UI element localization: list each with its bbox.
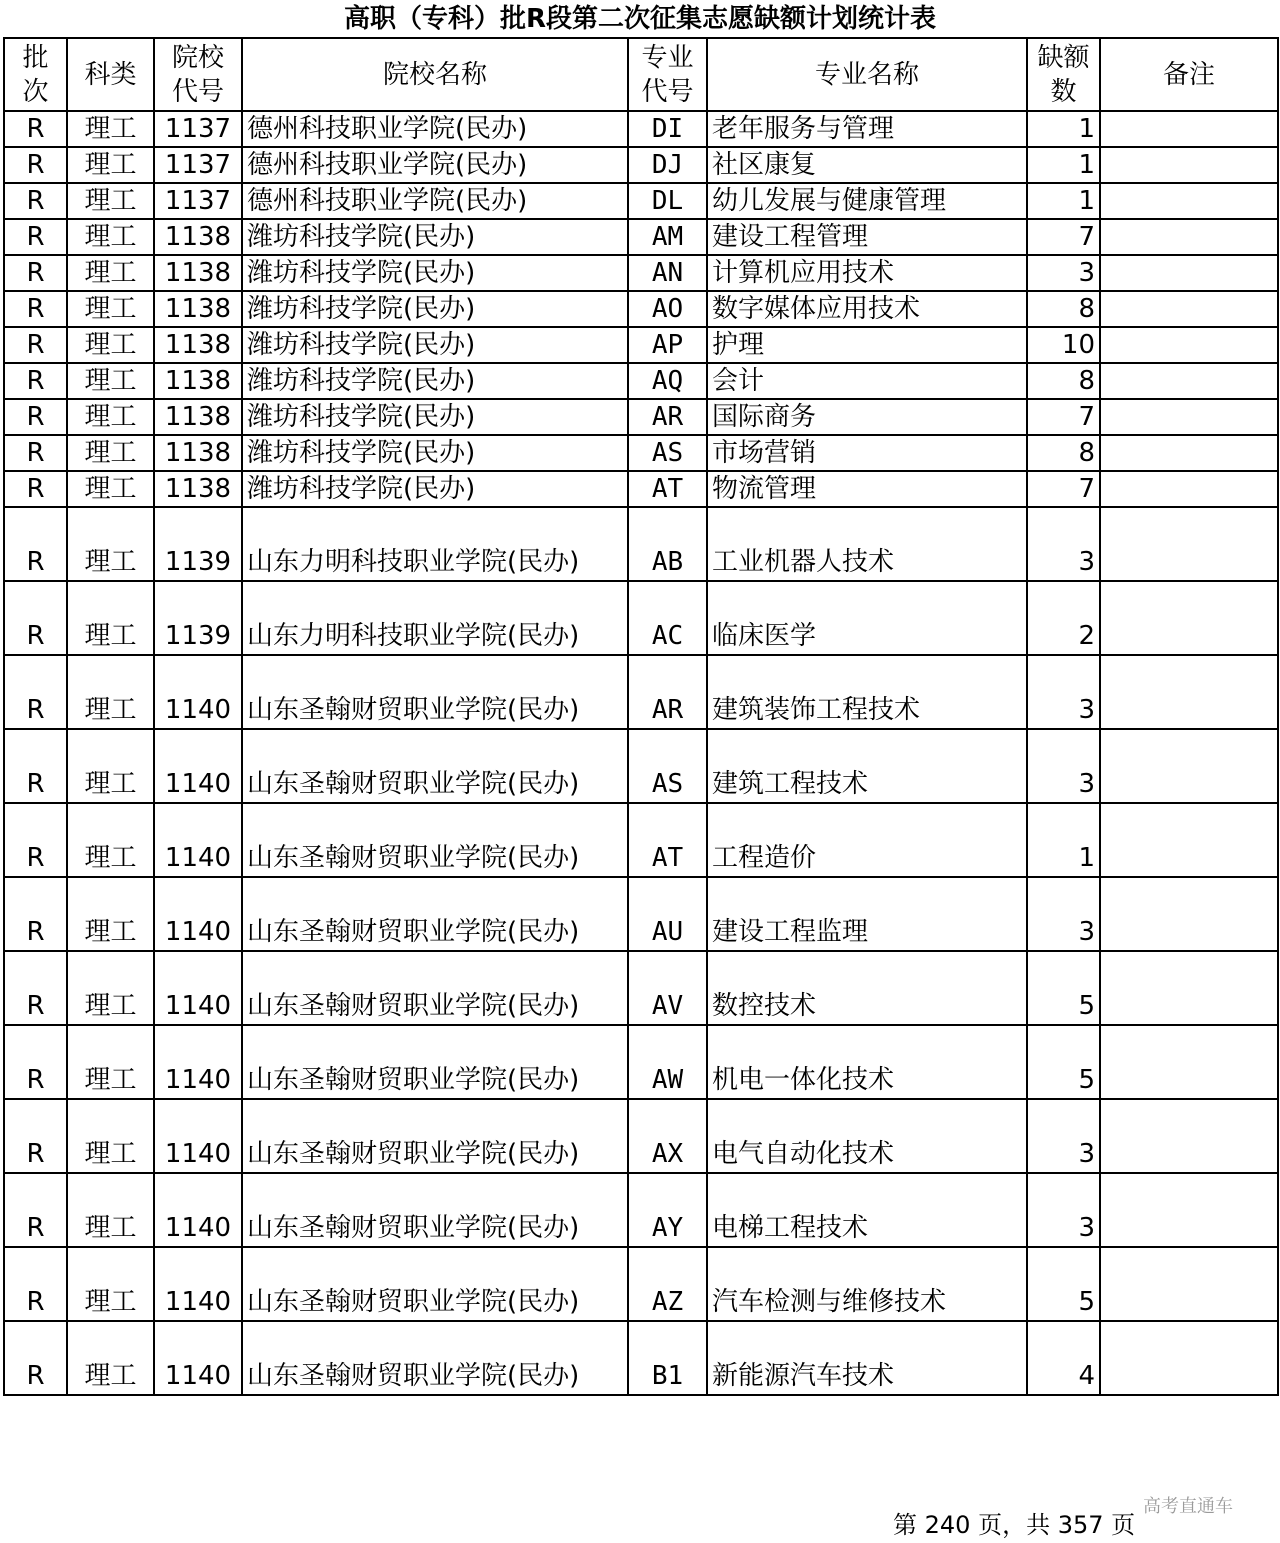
cell-batch: R [4,1025,67,1099]
cell-major-code: AC [628,581,707,655]
cell-type: 理工 [67,803,154,877]
cell-major-name: 电梯工程技术 [707,1173,1027,1247]
cell-school-code: 1138 [154,363,242,399]
cell-school-name: 德州科技职业学院(民办) [242,183,628,219]
cell-major-code: AY [628,1173,707,1247]
cell-batch: R [4,655,67,729]
table-row [4,147,1278,183]
cell-major-code: AP [628,327,707,363]
cell-school-name: 德州科技职业学院(民办) [242,111,628,147]
table-row [4,1099,1278,1173]
cell-major-code: AR [628,399,707,435]
cell-note [1100,111,1278,147]
cell-type: 理工 [67,507,154,581]
cell-school-name: 潍坊科技学院(民办) [242,471,628,507]
page-title: 高职（专科）批R段第二次征集志愿缺额计划统计表 [343,4,937,34]
cell-gap: 3 [1027,877,1100,951]
watermark: 高考直通车 [1143,1496,1233,1517]
cell-gap: 7 [1027,399,1100,435]
cell-major-code: AS [628,729,707,803]
table-row [4,183,1278,219]
header-gap: 缺额数 [1027,38,1100,111]
cell-note [1100,1321,1278,1395]
cell-gap: 3 [1027,255,1100,291]
table-row [4,399,1278,435]
cell-batch: R [4,471,67,507]
header-row [4,38,1278,111]
cell-school-name: 山东圣翰财贸职业学院(民办) [242,1025,628,1099]
cell-gap: 1 [1027,111,1100,147]
cell-batch: R [4,1321,67,1395]
cell-major-code: DI [628,111,707,147]
cell-gap: 1 [1027,147,1100,183]
cell-type: 理工 [67,1173,154,1247]
cell-note [1100,471,1278,507]
cell-school-code: 1140 [154,655,242,729]
cell-batch: R [4,327,67,363]
cell-type: 理工 [67,1099,154,1173]
header-note: 备注 [1100,38,1278,111]
cell-type: 理工 [67,255,154,291]
cell-type: 理工 [67,183,154,219]
cell-note [1100,1173,1278,1247]
cell-batch: R [4,877,67,951]
cell-major-code: AT [628,471,707,507]
table-row [4,111,1278,147]
cell-note [1100,803,1278,877]
cell-note [1100,729,1278,803]
table-row [4,291,1278,327]
table-row [4,327,1278,363]
cell-type: 理工 [67,581,154,655]
cell-school-code: 1137 [154,183,242,219]
cell-major-name: 计算机应用技术 [707,255,1027,291]
cell-school-code: 1140 [154,1247,242,1321]
cell-school-name: 山东圣翰财贸职业学院(民办) [242,877,628,951]
cell-major-name: 工业机器人技术 [707,507,1027,581]
cell-major-name: 会计 [707,363,1027,399]
cell-note [1100,877,1278,951]
cell-school-code: 1138 [154,435,242,471]
cell-major-name: 社区康复 [707,147,1027,183]
cell-batch: R [4,183,67,219]
cell-school-code: 1140 [154,729,242,803]
cell-note [1100,951,1278,1025]
table-row [4,363,1278,399]
cell-batch: R [4,729,67,803]
cell-major-name: 建筑工程技术 [707,729,1027,803]
table-row [4,1321,1278,1395]
cell-batch: R [4,581,67,655]
cell-major-name: 建筑装饰工程技术 [707,655,1027,729]
cell-major-name: 护理 [707,327,1027,363]
cell-gap: 3 [1027,1173,1100,1247]
cell-school-name: 潍坊科技学院(民办) [242,219,628,255]
cell-batch: R [4,399,67,435]
header-major-name: 专业名称 [707,38,1027,111]
cell-school-code: 1139 [154,581,242,655]
header-school-code: 院校代号 [154,38,242,111]
page-number: 第 240 页，共 357 页 [893,1511,1136,1539]
cell-school-name: 山东圣翰财贸职业学院(民办) [242,655,628,729]
cell-major-name: 数字媒体应用技术 [707,291,1027,327]
cell-school-code: 1140 [154,1025,242,1099]
cell-gap: 7 [1027,219,1100,255]
cell-major-code: AM [628,219,707,255]
cell-gap: 1 [1027,183,1100,219]
table-row [4,729,1278,803]
cell-school-name: 潍坊科技学院(民办) [242,363,628,399]
cell-gap: 5 [1027,951,1100,1025]
cell-note [1100,1247,1278,1321]
cell-major-name: 幼儿发展与健康管理 [707,183,1027,219]
cell-batch: R [4,363,67,399]
cell-school-code: 1137 [154,111,242,147]
cell-type: 理工 [67,1247,154,1321]
table-row [4,877,1278,951]
cell-note [1100,507,1278,581]
table-row [4,581,1278,655]
cell-school-code: 1138 [154,255,242,291]
cell-type: 理工 [67,1321,154,1395]
cell-major-code: AR [628,655,707,729]
cell-major-code: DL [628,183,707,219]
cell-batch: R [4,219,67,255]
cell-school-name: 德州科技职业学院(民办) [242,147,628,183]
table-row [4,219,1278,255]
cell-gap: 5 [1027,1247,1100,1321]
cell-gap: 7 [1027,471,1100,507]
cell-major-name: 工程造价 [707,803,1027,877]
cell-school-name: 山东圣翰财贸职业学院(民办) [242,1247,628,1321]
cell-batch: R [4,1247,67,1321]
cell-school-code: 1140 [154,877,242,951]
cell-major-code: AB [628,507,707,581]
cell-school-code: 1138 [154,219,242,255]
quota-table [3,37,1279,1396]
cell-school-name: 山东圣翰财贸职业学院(民办) [242,1321,628,1395]
cell-school-code: 1140 [154,803,242,877]
cell-school-code: 1138 [154,291,242,327]
cell-school-name: 潍坊科技学院(民办) [242,399,628,435]
cell-school-code: 1137 [154,147,242,183]
cell-school-code: 1138 [154,327,242,363]
cell-batch: R [4,1099,67,1173]
cell-type: 理工 [67,291,154,327]
cell-school-name: 山东圣翰财贸职业学院(民办) [242,803,628,877]
cell-note [1100,655,1278,729]
cell-major-name: 汽车检测与维修技术 [707,1247,1027,1321]
cell-type: 理工 [67,877,154,951]
table-row [4,435,1278,471]
cell-school-code: 1138 [154,471,242,507]
cell-school-name: 山东圣翰财贸职业学院(民办) [242,1173,628,1247]
cell-school-name: 潍坊科技学院(民办) [242,435,628,471]
cell-school-code: 1138 [154,399,242,435]
cell-major-name: 机电一体化技术 [707,1025,1027,1099]
cell-gap: 3 [1027,729,1100,803]
cell-type: 理工 [67,951,154,1025]
cell-batch: R [4,803,67,877]
cell-note [1100,255,1278,291]
cell-type: 理工 [67,327,154,363]
cell-note [1100,183,1278,219]
cell-gap: 8 [1027,363,1100,399]
cell-gap: 2 [1027,581,1100,655]
cell-gap: 8 [1027,291,1100,327]
header-major-code: 专业代号 [628,38,707,111]
table-row [4,471,1278,507]
cell-major-name: 老年服务与管理 [707,111,1027,147]
cell-note [1100,581,1278,655]
cell-type: 理工 [67,471,154,507]
cell-note [1100,327,1278,363]
cell-major-name: 数控技术 [707,951,1027,1025]
cell-school-name: 山东圣翰财贸职业学院(民办) [242,951,628,1025]
cell-school-name: 山东圣翰财贸职业学院(民办) [242,729,628,803]
cell-type: 理工 [67,363,154,399]
cell-major-name: 临床医学 [707,581,1027,655]
table-row [4,1247,1278,1321]
cell-major-name: 物流管理 [707,471,1027,507]
cell-type: 理工 [67,219,154,255]
cell-note [1100,399,1278,435]
cell-gap: 3 [1027,655,1100,729]
cell-school-code: 1139 [154,507,242,581]
cell-type: 理工 [67,111,154,147]
table-row [4,1025,1278,1099]
cell-school-code: 1140 [154,951,242,1025]
cell-batch: R [4,147,67,183]
cell-type: 理工 [67,655,154,729]
cell-gap: 10 [1027,327,1100,363]
cell-school-code: 1140 [154,1099,242,1173]
table-row [4,803,1278,877]
cell-school-name: 潍坊科技学院(民办) [242,327,628,363]
cell-note [1100,291,1278,327]
cell-note [1100,219,1278,255]
cell-school-name: 山东圣翰财贸职业学院(民办) [242,1099,628,1173]
table-row [4,1173,1278,1247]
cell-gap: 3 [1027,1099,1100,1173]
header-type: 科类 [67,38,154,111]
header-batch: 批次 [4,38,67,111]
cell-major-code: AX [628,1099,707,1173]
cell-major-name: 国际商务 [707,399,1027,435]
cell-major-code: AQ [628,363,707,399]
cell-school-code: 1140 [154,1321,242,1395]
cell-major-code: AO [628,291,707,327]
cell-gap: 4 [1027,1321,1100,1395]
cell-gap: 5 [1027,1025,1100,1099]
cell-major-code: AN [628,255,707,291]
cell-school-name: 山东力明科技职业学院(民办) [242,507,628,581]
cell-major-code: AV [628,951,707,1025]
table-row [4,951,1278,1025]
cell-major-code: AZ [628,1247,707,1321]
cell-type: 理工 [67,729,154,803]
table-row [4,655,1278,729]
header-school-name: 院校名称 [242,38,628,111]
cell-major-code: AU [628,877,707,951]
table-row [4,507,1278,581]
cell-major-code: AS [628,435,707,471]
cell-batch: R [4,1173,67,1247]
cell-batch: R [4,507,67,581]
cell-batch: R [4,111,67,147]
cell-batch: R [4,951,67,1025]
cell-school-name: 潍坊科技学院(民办) [242,291,628,327]
cell-school-name: 潍坊科技学院(民办) [242,255,628,291]
cell-gap: 8 [1027,435,1100,471]
cell-major-name: 建设工程监理 [707,877,1027,951]
cell-type: 理工 [67,399,154,435]
cell-note [1100,1025,1278,1099]
cell-note [1100,363,1278,399]
cell-major-code: B1 [628,1321,707,1395]
cell-type: 理工 [67,435,154,471]
cell-major-name: 建设工程管理 [707,219,1027,255]
cell-batch: R [4,255,67,291]
cell-major-code: AW [628,1025,707,1099]
cell-major-code: AT [628,803,707,877]
cell-major-code: DJ [628,147,707,183]
cell-gap: 1 [1027,803,1100,877]
cell-major-name: 新能源汽车技术 [707,1321,1027,1395]
cell-batch: R [4,291,67,327]
cell-school-name: 山东力明科技职业学院(民办) [242,581,628,655]
cell-note [1100,147,1278,183]
table-row [4,255,1278,291]
cell-gap: 3 [1027,507,1100,581]
cell-school-code: 1140 [154,1173,242,1247]
cell-major-name: 电气自动化技术 [707,1099,1027,1173]
cell-type: 理工 [67,147,154,183]
cell-note [1100,1099,1278,1173]
cell-note [1100,435,1278,471]
cell-major-name: 市场营销 [707,435,1027,471]
cell-batch: R [4,435,67,471]
cell-type: 理工 [67,1025,154,1099]
